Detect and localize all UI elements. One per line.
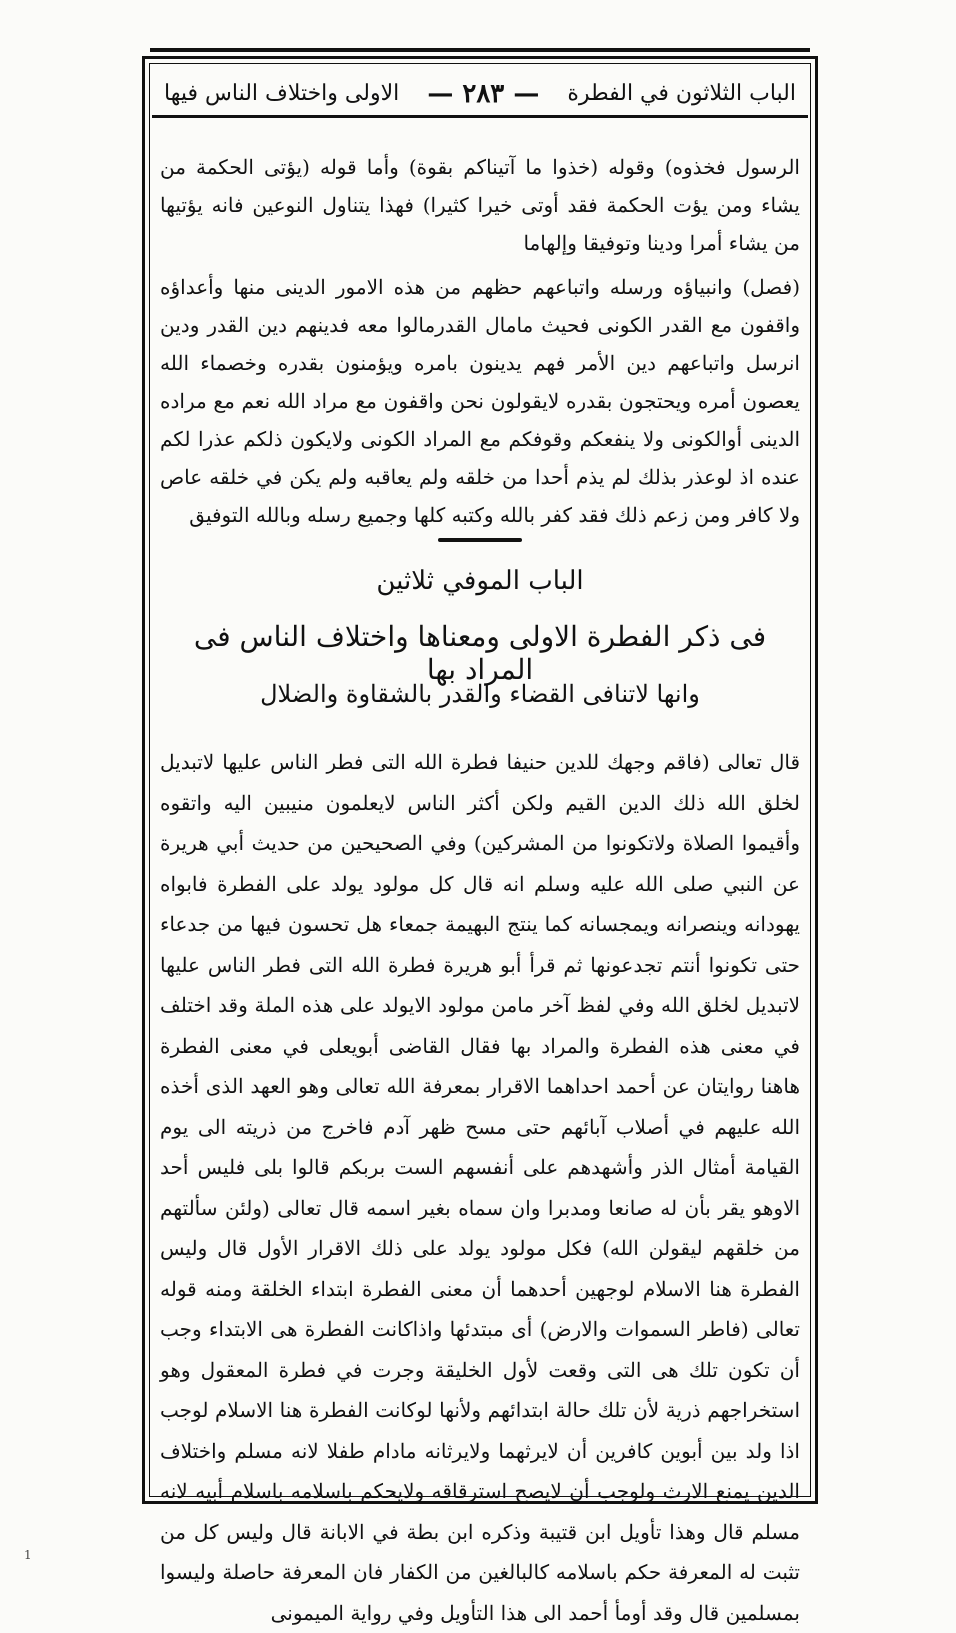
page-number: — ٢٨٣ —	[427, 78, 540, 109]
chapter-title-line-3: وانها لاتنافى القضاء والقدر بالشقاوة والضلال	[260, 680, 700, 708]
section-3	[160, 742, 800, 1633]
header-left-title: الاولى واختلاف الناس فيها	[164, 81, 400, 106]
section-divider	[438, 538, 522, 542]
header-right-title: الباب الثلاثون في الفطرة	[567, 81, 796, 106]
section-3-text: قال تعالى (فاقم وجهك للدين حنيفا فطرة الله التى فطر الناس عليها لاتبديل لخلق الله ذلك الدين القيم ولكن أكثر الناس لايعلمون منيبين اليه واتقوه وأقيموا الصلاة ولاتكونوا من المشركين) وفي الصحيحين من حديث أبي هريرة عن النبي صلى الله عليه وسلم انه قال كل مولود يولد على الفطرة فابواه يهودانه وينصرانه ويمجسانه كما ينتج البهيمة جمعاء هل تحسون فيها من جدعاء حتى تكونوا أنتم تجدعونها ثم قرأ أبو هريرة فطرة الله التى فطر الناس عليها لاتبديل لخلق الله وفي لفظ آخر مامن مولود الايولد على هذه الملة وقد اختلف في معنى هذه الفطرة والمراد بها فقال القاضى أبويعلى في معنى الفطرة هاهنا روايتان عن أحمد احداهما الاقرار بمعرفة الله تعالى وهو العهد الذى أخذه الله عليهم في أصلاب آبائهم حتى مسح ظهر آدم فاخرج من ذريته الى يوم القيامة أمثال الذر وأشهدهم على أنفسهم الست بربكم قالوا بلى فليس أحد الاوهو يقر بأن له صانعا ومدبرا وان سماه بغير اسمه قال تعالى (ولئن سألتهم من خلقهم ليقولن الله) فكل مولود يولد على ذلك الاقرار الأول قال وليس الفطرة هنا الاسلام لوجهين أحدهما أن معنى الفطرة ابتداء الخلقة ومنه قوله تعالى (فاطر السموات والارض) أى مبتدئها واذاكانت الفطرة هى الابتداء وجب أن تكون تلك هى التى وقعت لأول الخليقة وجرت في فطرة المعقول وهو استخراجهم ذرية لأن تلك حالة ابتدائهم ولأنها لوكانت الفطرة هنا الاسلام لوجب اذا ولد بين أبوين كافرين أن لايرثهما ولايرثانه مادام طفلا لانه مسلم واختلاف الدين يمنع الارث ولوجب أن لايصح استرقاقه ولايحكم باسلامه باسلام أبيه لانه مسلم قال وهذا تأويل ابن قتيبة وذكره ابن بطة في الابانة قال وليس كل من تثبت له المعرفة حكم باسلامه كالبالغين من الكفار فان المعرفة حاصلة وليسوا بمسلمين قال وقد أومأ أحمد الى هذا التأويل وفي رواية الميمونى	[160, 750, 800, 1625]
running-head	[152, 72, 808, 118]
chapter-title-line-1: الباب الموفي ثلاثين	[376, 566, 584, 596]
margin-note: 1	[24, 1548, 32, 1562]
top-rule	[150, 48, 810, 52]
section-1	[160, 148, 800, 262]
section-1-text: الرسول فخذوه) وقوله (خذوا ما آتيناكم بقوة) وأما قوله (يؤتى الحكمة من يشاء ومن يؤت الحكمة فقد أوتى خيرا كثيرا) فهذا يتناول النوعين فانه يؤتيها من يشاء أمرا ودينا وتوفيقا وإلهاما	[160, 155, 800, 255]
chapter-title-line-2: فى ذكر الفطرة الاولى ومعناها واختلاف الناس فى المراد بها	[193, 620, 767, 686]
section-2-text: (فصل) وانبياؤه ورسله واتباعهم حظهم من هذه الامور الدينى منها وأعداؤه واقفون مع القدر الكونى فحيث مامال القدرمالوا معه فدينهم دين القدر ودين انرسل واتباعهم دين الأمر فهم يدينون بامره ويؤمنون بقدره وخصماء الله يعصون أمره ويحتجون بقدره لايقولون نحن واقفون مع مراد الله نعم مع مراده الدينى أوالكونى ولا ينفعكم وقوفكم مع المراد الكونى ولايكون ذلكم عذرا لكم عنده اذ لوعذر بذلك لم يذم أحدا من خلقه ولم يعاقبه ولم يكن في خلقه عاص ولا كافر ومن زعم ذلك فقد كفر بالله وكتبه كلها وجميع رسله وبالله التوفيق	[160, 275, 800, 527]
section-2	[160, 268, 800, 534]
